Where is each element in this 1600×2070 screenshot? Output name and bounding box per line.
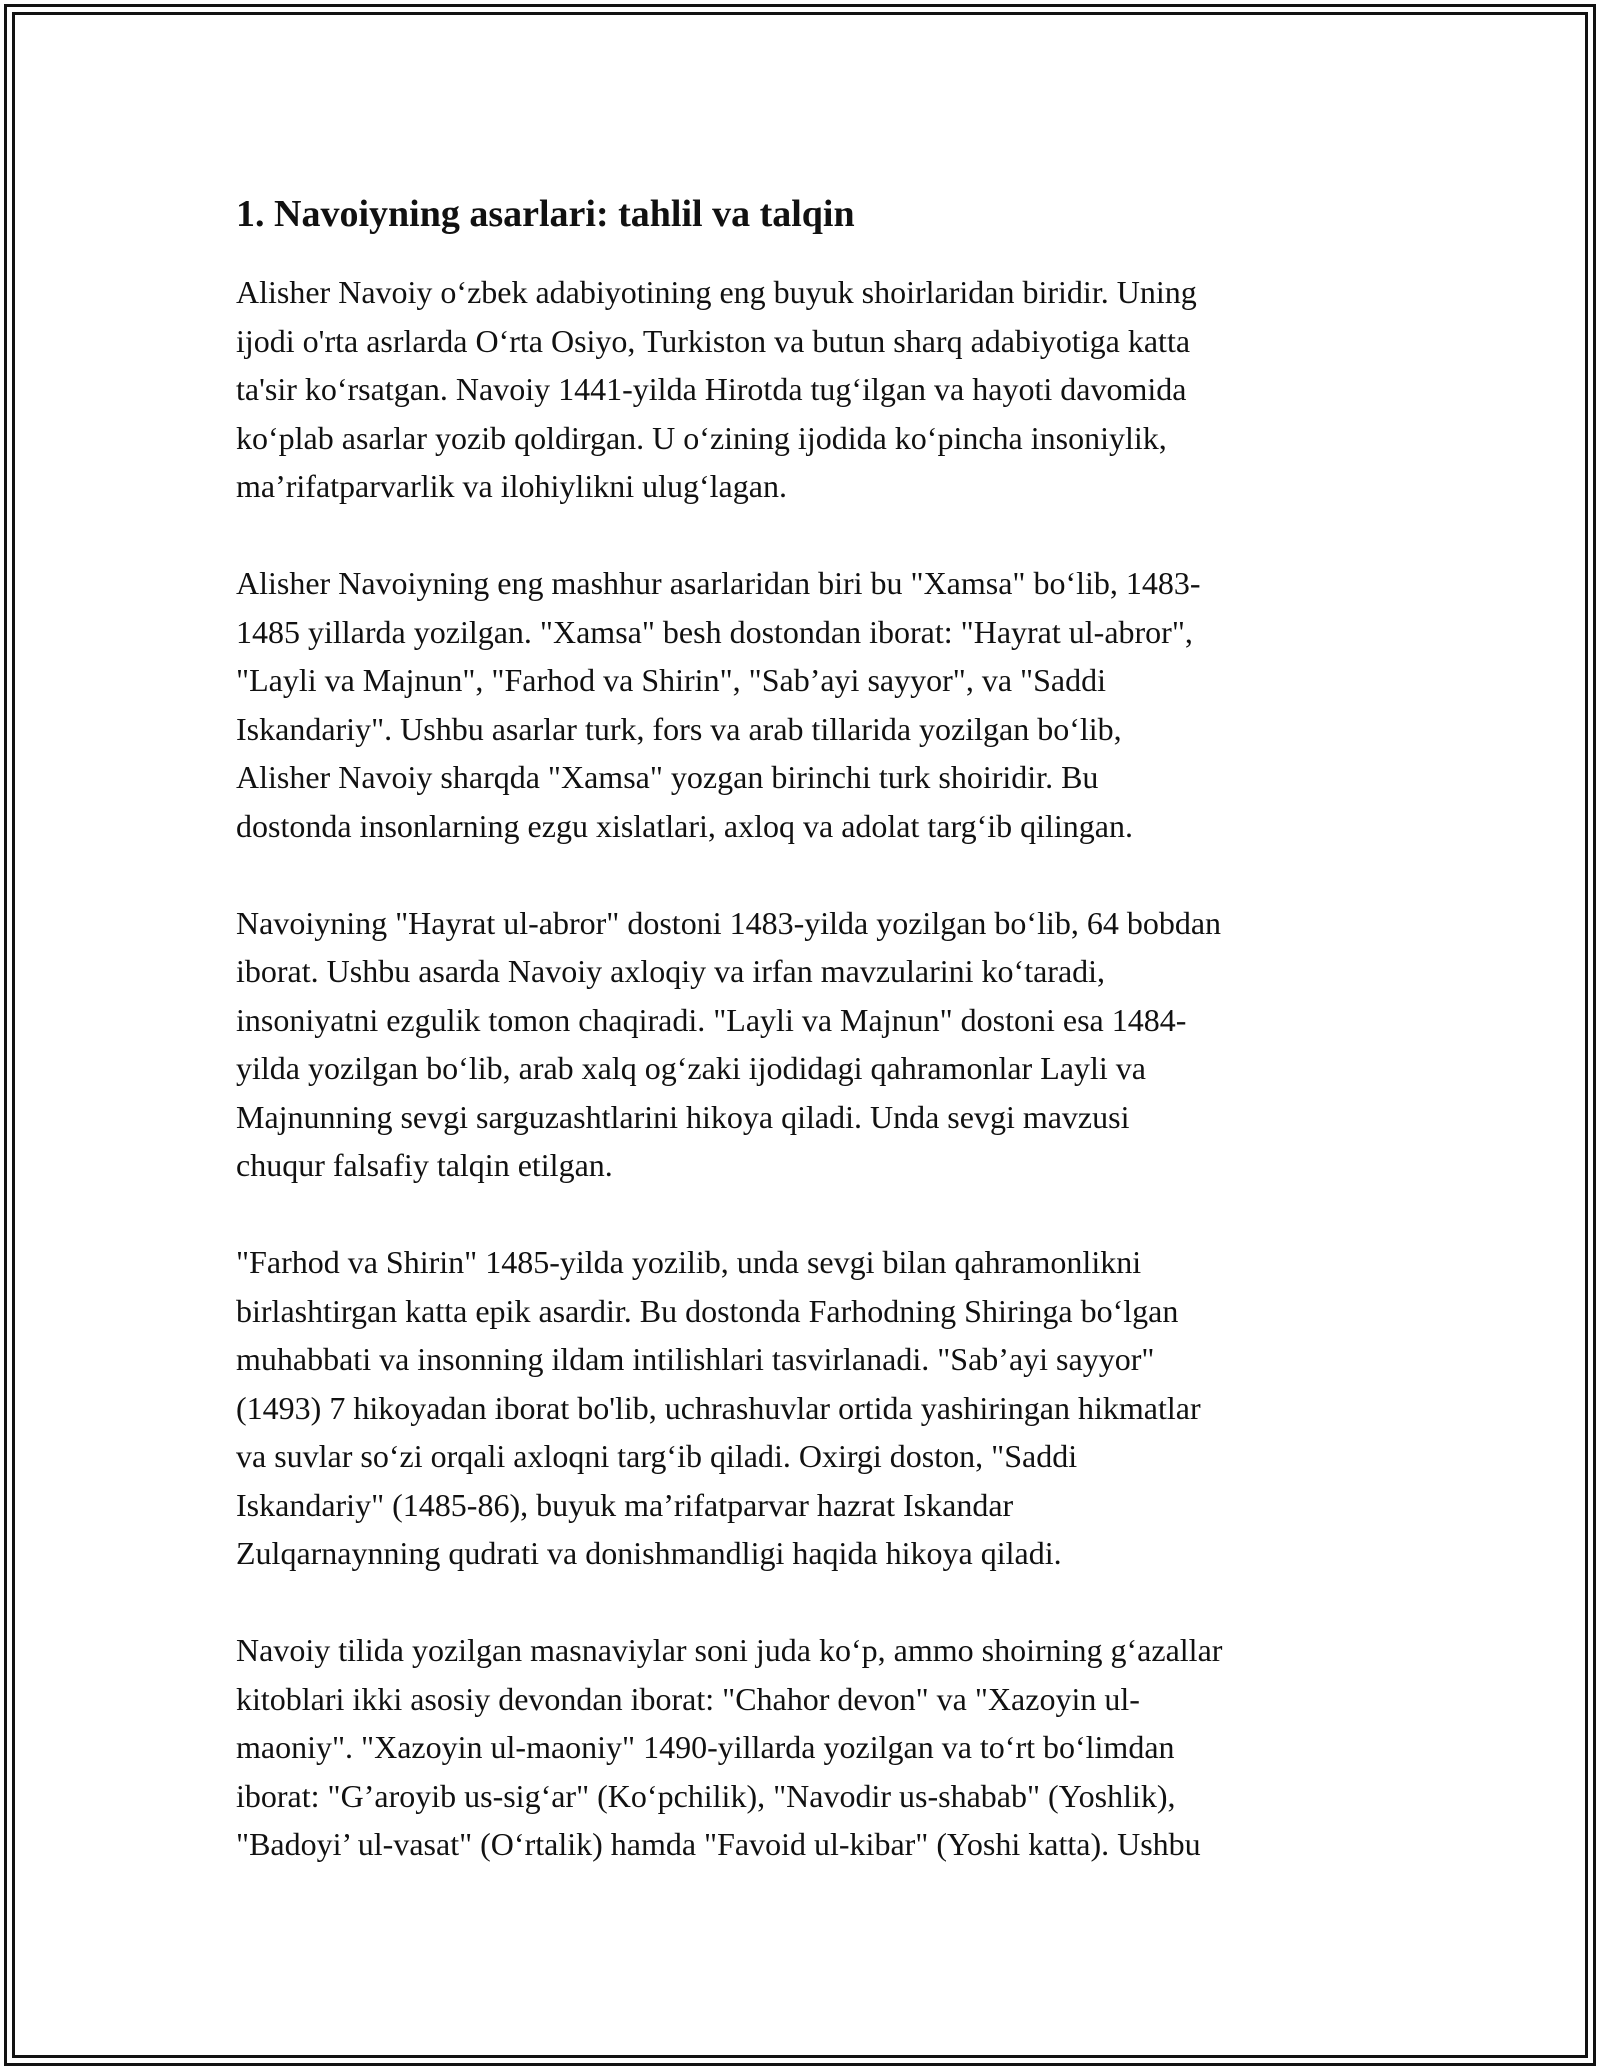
paragraph-3	[236, 899, 1364, 1190]
text-line: (1493) 7 hikoyadan iborat bo'lib, uchrashuvlar ortida yashiringan hikmatlar	[236, 1389, 1201, 1426]
text-line: ko‘plab asarlar yozib qoldirgan. U o‘zining ijodida ko‘pincha insoniylik,	[236, 419, 1167, 456]
text-line: insoniyatni ezgulik tomon chaqiradi. "Layli va Majnun" dostoni esa 1484-	[236, 1001, 1187, 1038]
text-line: yilda yozilgan bo‘lib, arab xalq og‘zaki ijodidagi qahramonlar Layli va	[236, 1050, 1146, 1086]
text-line: ma’rifatparvarlik va ilohiylikni ulug‘lagan.	[236, 468, 787, 504]
document-body	[236, 186, 1364, 1917]
text-line: iborat: "G’aroyib us-sig‘ar" (Ko‘pchilik), "Navodir us-shabab" (Yoshlik),	[236, 1777, 1176, 1814]
text-line: 1485 yillarda yozilgan. "Xamsa" besh dostondan iborat: "Hayrat ul-abror",	[236, 613, 1193, 650]
text-line: Alisher Navoiyning eng mashhur asarlaridan biri bu "Xamsa" bo‘lib, 1483-	[236, 565, 1201, 601]
paragraph-5	[236, 1626, 1364, 1869]
text-line: dostonda insonlarning ezgu xislatlari, axloq va adolat targ‘ib qilingan.	[236, 807, 1133, 844]
section-heading: 1. Navoiyning asarlari: tahlil va talqin	[236, 193, 855, 235]
text-line: iborat. Ushbu asarda Navoiy axloqiy va irfan mavzularini ko‘taradi,	[236, 953, 1106, 989]
text-line: "Layli va Majnun", "Farhod va Shirin", "Sab’ayi sayyor", va "Saddi	[236, 662, 1106, 698]
paragraph-4	[236, 1238, 1364, 1578]
text-line: maoniy". "Xazoyin ul-maoniy" 1490-yillarda yozilgan va to‘rt bo‘limdan	[236, 1729, 1175, 1765]
text-line: Majnunning sevgi sarguzashtlarini hikoya qiladi. Unda sevgi mavzusi	[236, 1098, 1130, 1135]
text-line: chuqur falsafiy talqin etilgan.	[236, 1147, 613, 1183]
text-line: va suvlar so‘zi orqali axloqni targ‘ib qiladi. Oxirgi doston, "Saddi	[236, 1438, 1078, 1474]
text-line: Iskandariy". Ushbu asarlar turk, fors va arab tillarida yozilgan bo‘lib,	[236, 710, 1122, 747]
text-line: birlashtirgan katta epik asardir. Bu dostonda Farhodning Shiringa bo‘lgan	[236, 1292, 1179, 1329]
text-line: kitoblari ikki asosiy devondan iborat: "Chahor devon" va "Xazoyin ul-	[236, 1680, 1140, 1717]
text-line: Alisher Navoiy o‘zbek adabiyotining eng buyuk shoirlaridan biridir. Uning	[236, 274, 1197, 310]
text-line: Navoiy tilida yozilgan masnaviylar soni juda ko‘p, ammo shoirning g‘azallar	[236, 1632, 1223, 1668]
text-line: Iskandariy" (1485-86), buyuk ma’rifatparvar hazrat Iskandar	[236, 1486, 1014, 1523]
text-line: "Badoyi’ ul-vasat" (O‘rtalik) hamda "Favoid ul-kibar" (Yoshi katta). Ushbu	[236, 1826, 1201, 1862]
text-line: muhabbati va insonning ildam intilishlari tasvirlanadi. "Sab’ayi sayyor"	[236, 1341, 1155, 1377]
text-line: Navoiyning "Hayrat ul-abror" dostoni 1483-yilda yozilgan bo‘lib, 64 bobdan	[236, 904, 1222, 941]
text-line: "Farhod va Shirin" 1485-yilda yozilib, unda sevgi bilan qahramonlikni	[236, 1244, 1142, 1280]
paragraph-2	[236, 559, 1364, 850]
text-line: Zulqarnaynning qudrati va donishmandligi haqida hikoya qiladi.	[236, 1535, 1062, 1571]
text-line: ta'sir ko‘rsatgan. Navoiy 1441-yilda Hirotda tug‘ilgan va hayoti davomida	[236, 371, 1187, 407]
paragraph-1	[236, 268, 1364, 511]
text-line: Alisher Navoiy sharqda "Xamsa" yozgan birinchi turk shoiridir. Bu	[236, 759, 1099, 795]
text-line: ijodi o'rta asrlarda O‘rta Osiyo, Turkiston va butun sharq adabiyotiga katta	[236, 322, 1191, 359]
